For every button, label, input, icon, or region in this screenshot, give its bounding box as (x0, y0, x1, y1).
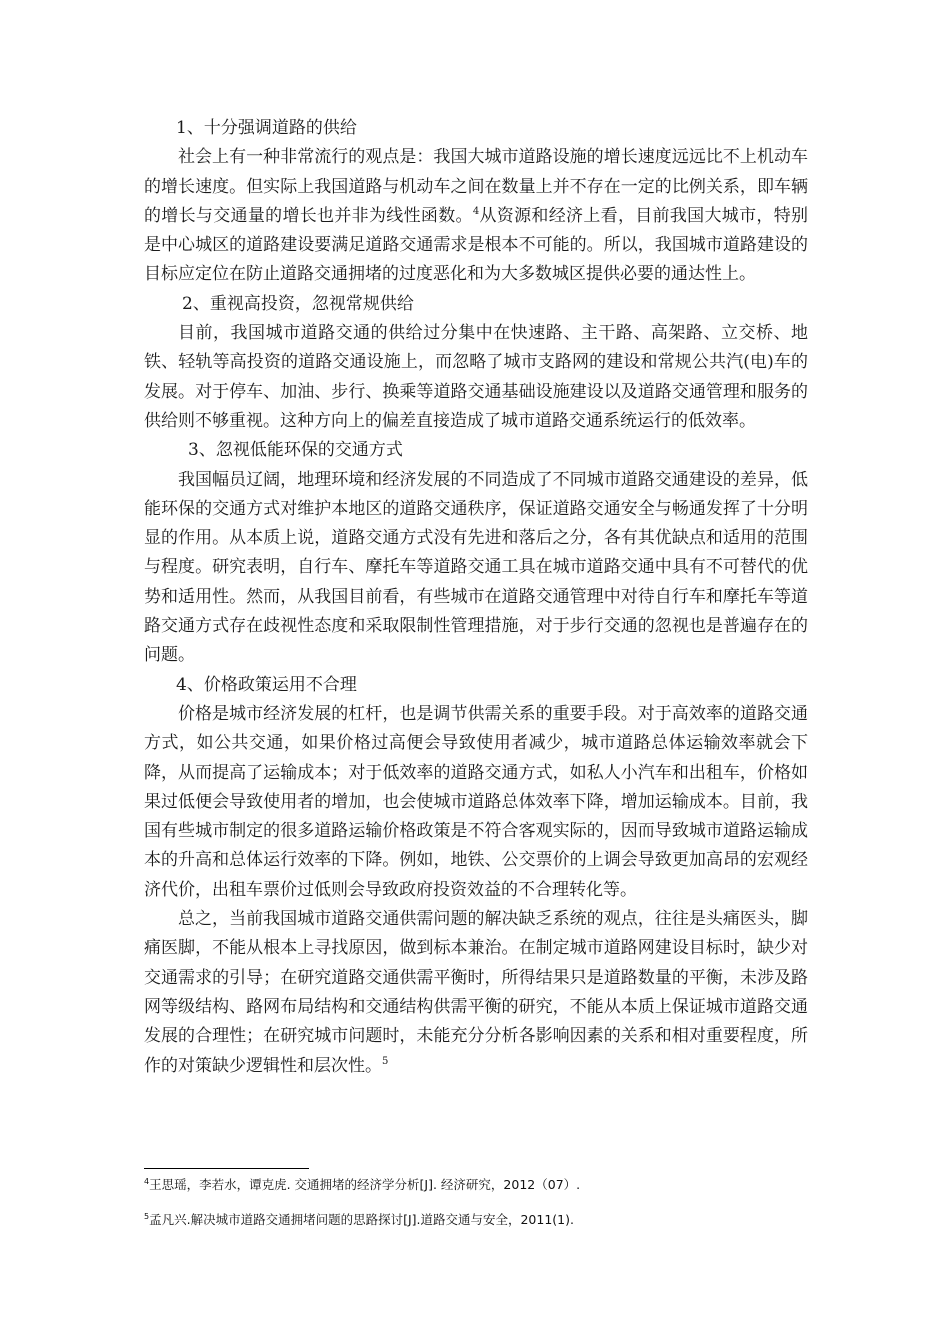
footnote-mark: 4 (144, 1177, 150, 1186)
paragraph (144, 143, 808, 289)
footnote-text: 孟凡兴.解决城市道路交通拥堵问题的思路探讨[J].道路交通与安全，2011(1). (149, 1212, 574, 1227)
footnote-text: 王思瑶，李若水，谭克虎. 交通拥堵的经济学分析[J]. 经济研究，2012（07）. (149, 1177, 581, 1192)
paragraph-text: 社会上有一种非常流行的观点是：我国大城市道路设施的增长速度远远比不上机动车的增长速度。但实际上我国道路与机动车之间在数量上并不存在一定的比例关系，即车辆的增长与交通量的增长也并非为线性函数。 (144, 147, 808, 226)
paragraph: 我国幅员辽阔，地理环境和经济发展的不同造成了不同城市道路交通建设的差异，低能环保的交通方式对维护本地区的道路交通秩序，保证道路交通安全与畅通发挥了十分明显的作用。从本质上说，道路交通方式没有先进和落后之分，各有其优缺点和适用的范围与程度。研究表明，自行车、摩托车等道路交通工具在城市道路交通中具有不可替代的优势和适用性。然而，从我国目前看，有些城市在道路交通管理中对待自行车和摩托车等道路交通方式存在歧视性态度和采取限制性管理措施，对于步行交通的忽视也是普遍存在的问题。 (144, 469, 808, 666)
footnote-item (144, 1211, 824, 1229)
paragraph: 目前，我国城市道路交通的供给过分集中在快速路、主干路、高架路、立交桥、地铁、轻轨等高投资的道路交通设施上，而忽略了城市支路网的建设和常规公共汽(电)车的发展。对于停车、加油、步行、换乘等道路交通基础设施建设以及道路交通管理和服务的供给则不够重视。这种方向上的偏差直接造成了城市道路交通系统运行的低效率。 (144, 323, 808, 431)
footnote-item (144, 1176, 824, 1194)
section-heading-3: 3、忽视低能环保的交通方式 (188, 440, 403, 461)
footnote-mark: 5 (144, 1212, 150, 1221)
section-heading-4: 4、价格政策运用不合理 (176, 674, 357, 695)
footnote-reference[interactable]: 5 (382, 1055, 389, 1067)
section-heading-1: 1、十分强调道路的供给 (176, 118, 357, 138)
section-heading-2: 2、重视高投资，忽视常规供给 (182, 293, 414, 314)
footnote-reference[interactable]: 4 (472, 205, 480, 217)
document-body (144, 114, 808, 1081)
paragraph-text: 总之，当前我国城市道路交通供需问题的解决缺乏系统的观点，往往是头痛医头，脚痛医脚，不能从根本上寻找原因，做到标本兼治。在制定城市道路网建设目标时，缺少对交通需求的引导；在研究道路交通供需平衡时，所得结果只是道路数量的平衡，未涉及路网等级结构、路网布局结构和交通结构供需平衡的研究，不能从本质上保证城市道路交通发展的合理性；在研究城市问题时，未能充分分析各影响因素的关系和相对重要程度，所作的对策缺少逻辑性和层次性。 (144, 909, 808, 1076)
paragraph (144, 905, 808, 1081)
footnote-divider (144, 1168, 309, 1169)
paragraph: 价格是城市经济发展的杠杆，也是调节供需关系的重要手段。对于高效率的道路交通方式，如公共交通，如果价格过高便会导致使用者减少，城市道路总体运输效率就会下降，从而提高了运输成本；对于低效率的道路交通方式，如私人小汽车和出租车，价格如果过低便会导致使用者的增加，也会使城市道路总体效率下降，增加运输成本。目前，我国有些城市制定的很多道路运输价格政策是不符合客观实际的，因而导致城市道路运输成本的升高和总体运行效率的下降。例如，地铁、公交票价的上调会导致更加高昂的宏观经济代价，出租车票价过低则会导致政府投资效益的不合理转化等。 (144, 703, 808, 900)
paragraph-text: 从资源和经济上看，目前我国大城市，特别是中心城区的道路建设要满足道路交通需求是根本不可能的。所以，我国城市道路建设的目标应定位在防止道路交通拥堵的过度恶化和为大多数城区提供必要的通达性上。 (144, 205, 808, 285)
